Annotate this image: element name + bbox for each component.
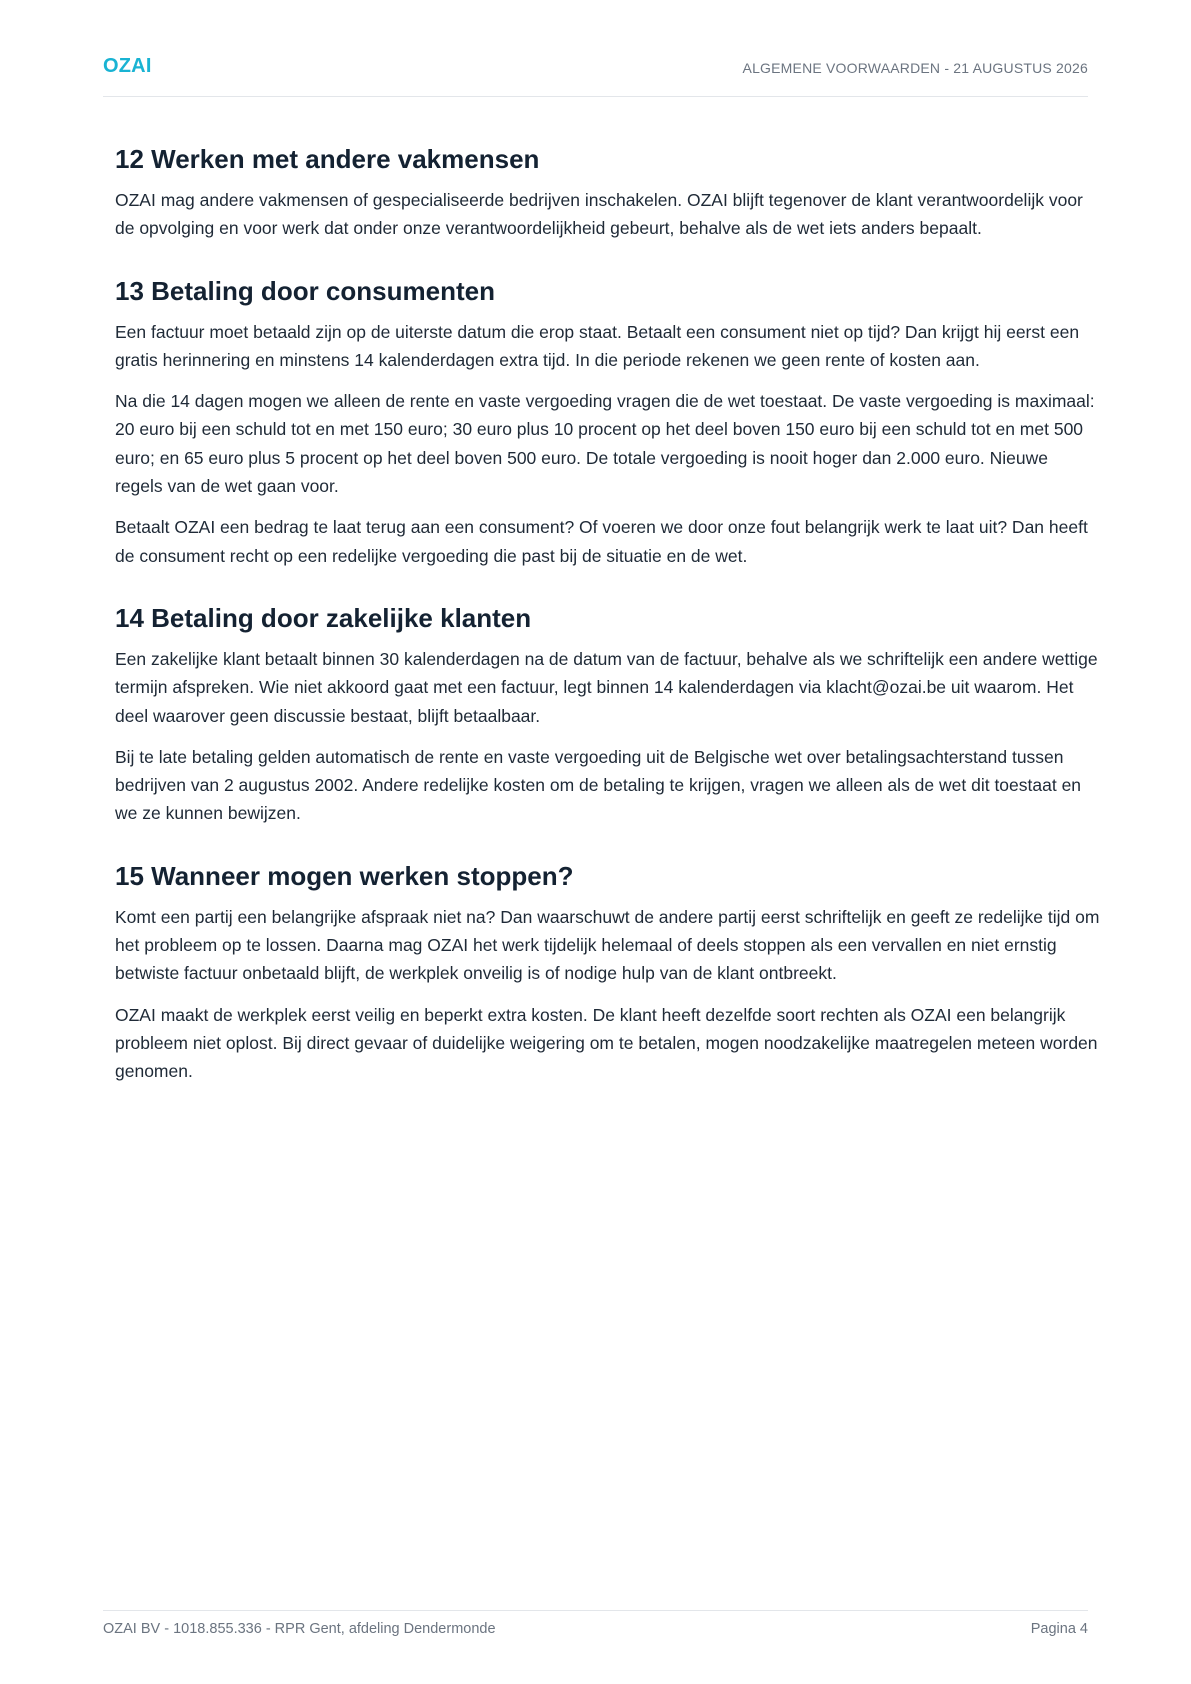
- section-heading: 12 Werken met andere vakmensen: [115, 144, 540, 174]
- page-header: [103, 52, 1088, 97]
- company-info: OZAI BV - 1018.855.336 - RPR Gent, afdeling Dendermonde: [103, 1621, 496, 1637]
- section-heading: 13 Betaling door consumenten: [115, 275, 495, 306]
- paragraph: Komt een partij een belangrijke afspraak niet na? Dan waarschuwt de andere partij eerst schriftelijk en geeft ze redelijke tijd om het probleem op te lossen. Daarna mag OZAI het werk tijdelijk helemaal of deels stoppen als een vervallen en niet ernstig betwiste factuur onbetaald blijft, de werkplek onveilig is of nodige hulp van de klant ontbreekt.: [115, 906, 1100, 984]
- page-footer: [103, 1610, 1088, 1651]
- paragraph: Na die 14 dagen mogen we alleen de rente en vaste vergoeding vragen die de wet toestaat. De vaste vergoeding is maximaal: 20 euro bij een schuld tot en met 150 euro; 30 euro plus 10 procent op het deel boven 150 euro bij een schuld tot en met 500 euro; en 65 euro plus 5 procent op het deel boven 500 euro. De totale vergoeding is nooit hoger dan 2.000 euro. Nieuwe regels van de wet gaan voor.: [115, 391, 1095, 497]
- paragraph: Bij te late betaling gelden automatisch de rente en vaste vergoeding uit de Belgische wet over betalingsachterstand tussen bedrijven van 2 augustus 2002. Andere redelijke kosten om de betaling te krijgen, vragen we alleen als de wet dit toestaat en we ze kunnen bewijzen.: [115, 746, 1082, 824]
- section-15: [115, 859, 1100, 1086]
- paragraph: Een factuur moet betaald zijn op de uiterste datum die erop staat. Betaalt een consument niet op tijd? Dan krijgt hij eerst een gratis herinnering en minstens 14 kalenderdagen extra tijd. In die periode rekenen we geen rente of kosten aan.: [115, 321, 1080, 370]
- paragraph: Een zakelijke klant betaalt binnen 30 kalenderdagen na de datum van de factuur, behalve als we schriftelijk een andere wettige termijn afspreken. Wie niet akkoord gaat met een factuur, legt binnen 14 kalenderdagen via klacht@ozai.be uit waarom. Het deel waarover geen discussie bestaat, blijft betaalbaar.: [115, 648, 1098, 726]
- brand-logo: OZAI: [103, 55, 152, 77]
- section-heading: 14 Betaling door zakelijke klanten: [115, 602, 532, 633]
- section-12: [115, 142, 1100, 243]
- section-14: [115, 601, 1100, 828]
- page-number: Pagina 4: [1030, 1621, 1088, 1637]
- document-body: [115, 142, 1100, 1117]
- paragraph: Betaalt OZAI een bedrag te laat terug aan een consument? Of voeren we door onze fout belangrijk werk te laat uit? Dan heeft de consument recht op een redelijke vergoeding die past bij de situatie en de wet.: [115, 517, 1088, 566]
- paragraph: OZAI mag andere vakmensen of gespecialiseerde bedrijven inschakelen. OZAI blijft tegenover de klant verantwoordelijk voor de opvolging en voor werk dat onder onze verantwoordelijkheid gebeurt, behalve als de wet iets anders bepaalt.: [115, 190, 1083, 239]
- section-heading: 15 Wanneer mogen werken stoppen?: [115, 860, 574, 891]
- document-title-date: ALGEMENE VOORWAARDEN - 21 AUGUSTUS 2026: [742, 60, 1088, 76]
- section-13: [115, 274, 1100, 570]
- paragraph: OZAI maakt de werkplek eerst veilig en beperkt extra kosten. De klant heeft dezelfde soort rechten als OZAI een belangrijk probleem niet oplost. Bij direct gevaar of duidelijke weigering om te betalen, mogen noodzakelijke maatregelen meteen worden genomen.: [115, 1004, 1098, 1082]
